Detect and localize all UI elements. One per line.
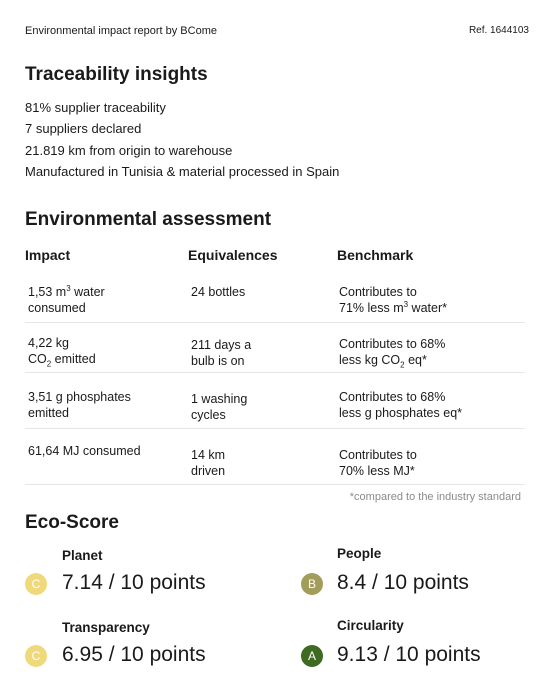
equivalence-cell: 24 bottles	[191, 285, 246, 299]
traceability-list	[25, 97, 339, 182]
benchmark-cell: Contributes to 71% less $m^3$ water*	[339, 285, 447, 315]
col-benchmark: Benchmark	[337, 247, 414, 263]
impact-cell: 3,51 g phosphates emitted	[28, 390, 131, 420]
equivalence-cell: 211 days a bulb is on	[191, 338, 252, 368]
table-row	[25, 443, 525, 485]
traceability-heading: Traceability insights	[25, 64, 208, 85]
table-row	[25, 389, 525, 429]
score-value-people: 8.4 / 10 points	[337, 571, 469, 594]
col-equivalences: Equivalences	[188, 247, 278, 263]
report-header	[25, 25, 529, 37]
trace-line: 21.819 km from origin to warehouse	[25, 142, 233, 158]
report-title: Environmental impact report by BCome	[25, 25, 217, 37]
trace-line: 7 suppliers declared	[25, 121, 142, 137]
impact-cell: 61,64 MJ consumed	[28, 444, 141, 458]
grade-badge-transparency: C	[25, 645, 47, 667]
assessment-heading: Environmental assessment	[25, 209, 272, 230]
trace-line: 81% supplier traceability	[25, 100, 166, 115]
score-value-transparency: 6.95 / 10 points	[62, 643, 206, 666]
score-title-circularity: Circularity	[337, 618, 404, 633]
eco-score-heading: Eco-Score	[25, 512, 119, 533]
benchmark-cell: Contributes to 68% less kg $CO_2$ eq*	[339, 337, 446, 370]
trace-line: Manufactured in Tunisia & material processed in Spain	[25, 163, 340, 179]
score-title-transparency: Transparency	[62, 620, 150, 635]
benchmark-cell: Contributes to 68% less g phosphates eq*	[339, 390, 463, 420]
impact-cell: 1,53 $m^3$ water consumed	[28, 283, 105, 315]
table-row	[25, 284, 525, 323]
grade-badge-people: B	[301, 573, 323, 595]
grade-badge-planet: C	[25, 573, 47, 595]
report-ref: Ref. 1644103	[468, 25, 529, 36]
score-title-people: People	[337, 546, 382, 561]
table-row	[25, 335, 525, 373]
score-value-circularity: 9.13 / 10 points	[337, 643, 481, 666]
equivalence-cell: 1 washing cycles	[191, 392, 248, 422]
equivalence-cell: 14 km driven	[191, 448, 226, 478]
benchmark-footnote: *compared to the industry standard	[349, 491, 521, 503]
grade-badge-circularity: A	[301, 645, 323, 667]
benchmark-cell: Contributes to 70% less MJ*	[339, 448, 417, 478]
score-title-planet: Planet	[62, 548, 103, 563]
col-impact: Impact	[25, 247, 71, 263]
score-value-planet: 7.14 / 10 points	[62, 571, 206, 594]
impact-cell: 4,22 kg $CO_2$ emitted	[28, 336, 96, 369]
